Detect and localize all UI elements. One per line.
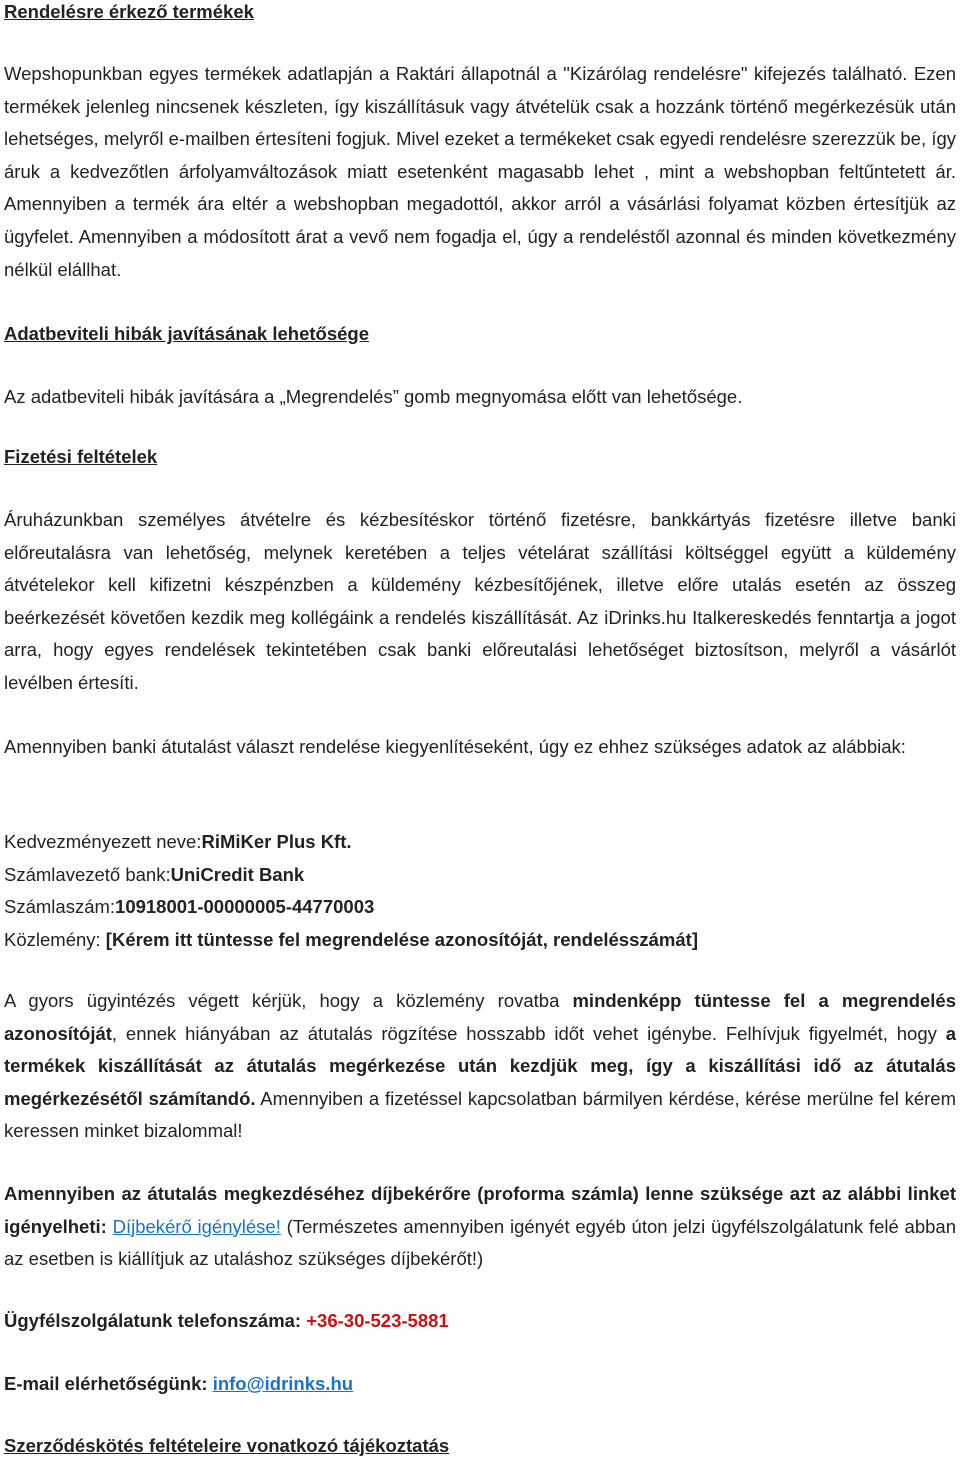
paragraph-bank-transfer-intro: Amennyiben banki átutalást választ rendelése kiegyenlítéseként, úgy ez ehhez szükséges adatok az alábbiak:	[4, 736, 906, 757]
note-value: [Kérem itt tüntesse fel megrendelése azonosítóját, rendelésszámát]	[105, 928, 698, 950]
phone-value[interactable]: +36-30-523-5881	[306, 1310, 449, 1331]
bank-details	[4, 826, 956, 956]
beneficiary-label: Kedvezményezett neve:	[4, 831, 202, 852]
heading-data-entry-errors: Adatbeviteli hibák javításának lehetősége	[4, 323, 370, 344]
paragraph-payment-terms: Áruházunkban személyes átvételre és kézbesítéskor történő fizetésre, bankkártyás fizetésre illetve banki előreutalásra van lehetőség, melynek keretében a teljes vételárat szállítási költséggel együtt a küldemény átvételekor kell kifizetni készpénzben a küldemény kézbesítőjének, illetve előre utalás esetén az összeg beérkezését követően kezdik meg kollégáink a rendelés kiszállítását. Az iDrinks.hu Italkereskedés fenntartja a jogot arra, hogy egyes rendelések tekintetében csak banki előreutalási lehetőséget biztosítson, melyről a vásárlót levélben értesíti.	[4, 509, 956, 693]
proforma-text-a: Amennyiben az átutalás megkezdéséhez díjbekérőre (proforma számla) lenne szüksége azt az alábbi linket igényelheti:	[4, 1183, 956, 1237]
email-label: E-mail elérhetőségünk:	[4, 1373, 213, 1394]
heading-on-order-products: Rendelésre érkező termékek	[4, 1, 254, 22]
paragraph-transfer-note	[4, 985, 956, 1148]
phone-row	[4, 1305, 956, 1338]
note-row	[4, 924, 956, 957]
proforma-request-link[interactable]: Díjbekérő igénylése!	[112, 1215, 281, 1237]
account-label: Számlaszám:	[4, 896, 116, 918]
heading-payment-terms: Fizetési feltételek	[4, 446, 158, 467]
paragraph-on-order-products: Wepshopunkban egyes termékek adatlapján a Raktári állapotnál a "Kizárólag rendelésre" kifejezés található. Ezen termékek jelenleg nincsenek készleten, így kiszállításuk vagy átvételük csak a hozzánk történő megérkezésük után lehetséges, melyről e-mailben értesíteni fogjuk. Mivel ezeket a termékeket csak egyedi rendelésre szerezzük be, így áruk a kedvezőtlen árfolyamváltozások miatt esetenként magasabb lehet , mint a webshopban feltűntetett ár. Amennyiben a termék ára eltér a webshopban megadottól, akkor arról a vásárlási folyamat közben értesítjük az ügyfelet. Amennyiben a módosított árat a vevő nem fogadja el, úgy a rendeléstől azonnal és minden következmény nélkül elállhat.	[4, 63, 956, 280]
beneficiary-row	[4, 826, 956, 859]
transfer-note-emphasis-id: mindenképp tüntesse fel a megrendelés azonosítóját	[4, 990, 957, 1044]
email-row	[4, 1368, 956, 1401]
bank-value: UniCredit Bank	[170, 863, 305, 885]
note-label: Közlemény:	[4, 928, 106, 950]
account-row	[4, 891, 956, 924]
transfer-note-text-c: , ennek hiányában az átutalás rögzítése hosszabb időt vehet igénybe. Felhívjuk figyelmét, hogy	[111, 1022, 946, 1044]
transfer-note-emphasis-delivery: a termékek kiszállítását az átutalás megérkezése után kezdjük meg, így a kiszállítási idő az átutalás megérkezésétől számítandó.	[4, 1022, 956, 1109]
bank-label: Számlavezető bank:	[4, 863, 171, 885]
transfer-note-text-e: Amennyiben a fizetéssel kapcsolatban bármilyen kérdése, kérése merülne fel kérem keressen minket bizalommal!	[4, 1087, 956, 1142]
email-link[interactable]: info@idrinks.hu	[212, 1373, 354, 1394]
paragraph-proforma	[4, 1178, 956, 1276]
heading-contract-info: Szerződéskötés feltételeire vonatkozó tájékoztatás	[4, 1435, 450, 1456]
proforma-text-c: (Természetes amennyiben igényét egyéb úton jelzi ügyfélszolgálatunk felé abban az esetben is kiállítjuk az utaláshoz szükséges díjbekérőt!)	[4, 1215, 956, 1270]
paragraph-data-entry-errors: Az adatbeviteli hibák javítására a „Megrendelés” gomb megnyomása előtt van lehetősége.	[4, 386, 743, 407]
bank-row	[4, 859, 956, 892]
beneficiary-value: RiMiKer Plus Kft.	[201, 831, 352, 852]
account-value: 10918001-00000005-44770003	[115, 896, 375, 918]
phone-label: Ügyfélszolgálatunk telefonszáma:	[4, 1310, 307, 1331]
transfer-note-text-a: A gyors ügyintézés végett kérjük, hogy a közlemény rovatba	[4, 990, 573, 1011]
